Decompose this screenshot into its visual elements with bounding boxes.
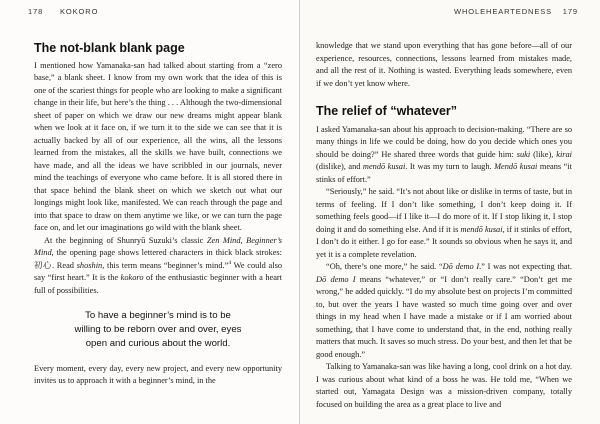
- pull-quote: To have a beginner’s mind is to be willing to be reborn over and over, eyes open and curious about the world.: [74, 310, 242, 350]
- section-heading: The relief of “whatever”: [316, 104, 458, 118]
- running-head: WHOLEHEARTEDNESS: [454, 7, 553, 16]
- paragraph: “Seriously,” he said. “It’s not about like or dislike in terms of taste, but in terms of feeling. If I don’t like something, I don’t keep doing it. If something feels good—if I like it—I do more of it. If I stop liking it, I stop doing it and do something else. And if it is mendō kusai, if it stinks of effort, I don’t do it either. I go for ease.” It sounds so obvious when he says it, and yet it is a complete revelation.: [316, 187, 573, 259]
- page-number: 179: [562, 7, 578, 16]
- paragraph: I asked Yamanaka-san about his approach to decision-making. “There are so many things in life we could be doing, how do you decide which ones you should be doing?” He shared three words that guide him: suki (like), kirai (dislike), and mendō kusai. It was my turn to laugh. Mendō kusai means “it stinks of effort.”: [316, 124, 572, 184]
- paragraph: knowledge that we stand upon everything that has gone before—all of our experience, resources, connections, lessons learned from mistakes made, and all the rest of it. Nothing is wasted. Everything leads somewhere, even if we don’t yet know where.: [316, 41, 572, 88]
- paragraph: At the beginning of Shunryū Suzuki’s classic Zen Mind, Beginner’s Mind, the opening page shows lettered characters in thick black strokes: 初心. Read shoshin, this term means “beginner’s mind.”$^4$ We could also say “first heart.” It is the kokoro of the enthusiastic beginner with a heart full of possibilities.: [34, 235, 283, 295]
- paragraph: Every moment, every day, every new project, and every new opportunity invites us to approach it with a beginner’s mind, in the: [34, 363, 282, 386]
- running-head: KOKORO: [60, 7, 99, 16]
- paragraph: Talking to Yamanaka-san was like having a long, cool drink on a hot day. I was curious about what kind of a boss he was. He told me, “When we started out, Yamagata Design was a mission-driven company, totally focused on building the area as a great place to live and: [316, 362, 572, 409]
- left-page-text: [34, 42, 282, 388]
- page-number: 178: [28, 7, 44, 16]
- right-page-text: [316, 40, 572, 411]
- right-page: [300, 0, 600, 424]
- paragraph: “Oh, there’s one more,” he said. “Dō demo I.” I was not expecting that. Dō demo I means “whatever,” or “I don’t really care.” “Don’t get me wrong,” he added quickly. “I do my absolute best on projects I’m committed to, but over the years I have wasted so much time going over and over things in my head when I have made a mistake or if I am worried about something, that I have come to understand that, in the end, nothing really matters that much. It saves so much stress. Do your best, and then let that be good enough.”: [316, 262, 573, 359]
- paragraph: I mentioned how Yamanaka-san had talked about starting from a “zero base,” a blank sheet. I know from my own work that the idea of this is one of the scariest things for people who are looking to make a significant change in their life, but here’s the thing . . . Although the two-dimensional sheet of paper on which we draw our new dreams might appear blank when we look at it face on, if we turn it to the side we can see that it is actually backed by all of our experience, all the wins, all the lessons learned from the mistakes, all the skills we have built, connections we have made, and all the ideas we have scribbled in our journals, never mind the teachings of everyone who came before. It is all stored there in that space behind the blank sheet on which we sketch out what our longings might look like, manifested. We can reach through the page and into that space to draw on them anytime we like, or we can turn the page face on, and let our imaginations go wild with the blank sheet.: [34, 60, 282, 232]
- section-heading: The not-blank blank page: [34, 41, 185, 55]
- footnote-marker: 4: [228, 259, 232, 266]
